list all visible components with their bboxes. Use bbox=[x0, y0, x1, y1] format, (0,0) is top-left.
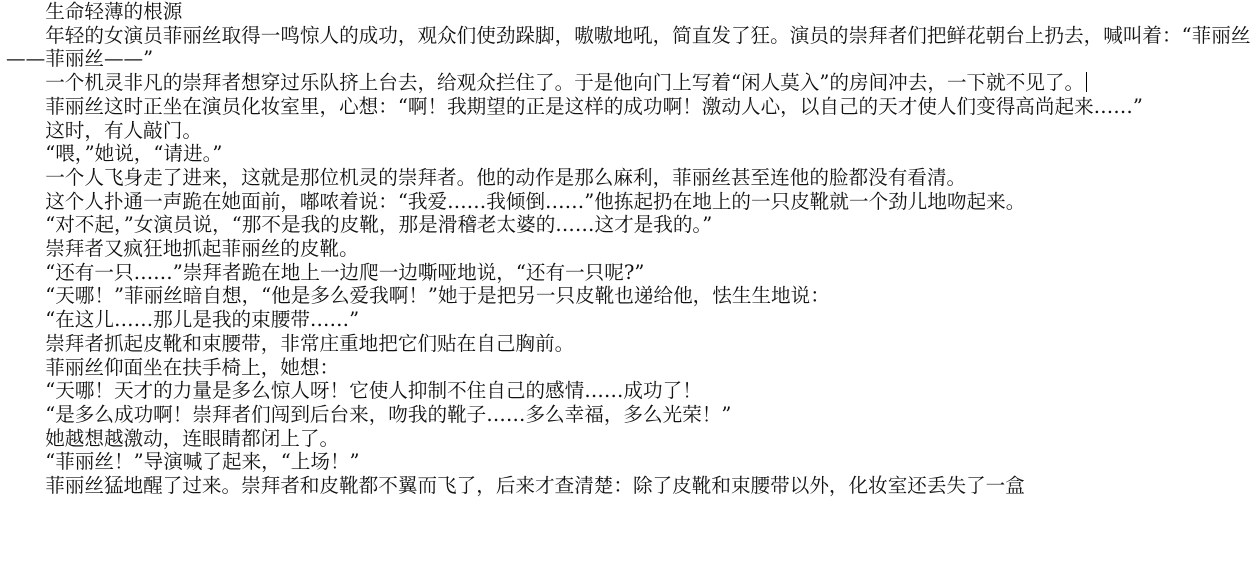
paragraph: “菲丽丝！”导演喊了起来，“上场！” bbox=[45, 450, 360, 474]
paragraph: “是多么成功啊！崇拜者们闯到后台来，吻我的靴子……多么幸福，多么光荣！” bbox=[45, 402, 732, 426]
paragraph: 菲丽丝猛地醒了过来。崇拜者和皮靴都不翼而飞了，后来才查清楚：除了皮靴和束腰带以外，化妆室还丢失了一盒 bbox=[45, 474, 1025, 498]
paragraph: 这个人扑通一声跪在她面前，嘟哝着说：“我爱……我倾倒……”他拣起扔在地上的一只皮靴就一个劲儿地吻起来。 bbox=[45, 189, 1026, 213]
paragraph: “喂，”她说，“请进。” bbox=[45, 142, 223, 166]
paragraph: 她越想越激动，连眼睛都闭上了。 bbox=[45, 426, 340, 450]
paragraph: 崇拜者又疯狂地抓起菲丽丝的皮靴。 bbox=[45, 237, 359, 261]
document-body bbox=[6, 0, 1256, 498]
paragraph: 菲丽丝这时正坐在演员化妆室里，心想：“啊！我期望的正是这样的成功啊！激动人心，以自己的天才使人们变得高尚起来……” bbox=[45, 94, 1143, 118]
paragraph: “天哪！”菲丽丝暗自想，“他是多么爱我啊！”她于是把另一只皮靴也递给他，怯生生地说： bbox=[45, 284, 830, 308]
paragraph: 崇拜者抓起皮靴和束腰带，非常庄重地把它们贴在自己胸前。 bbox=[45, 331, 575, 355]
paragraph: “在这儿……那儿是我的束腰带……” bbox=[45, 308, 360, 332]
paragraph: “还有一只……”崇拜者跪在地上一边爬一边嘶哑地说，“还有一只呢?” bbox=[45, 260, 645, 284]
paragraph: “天哪！天才的力量是多么惊人呀！它使人抑制不住自己的感情……成功了！ bbox=[45, 379, 702, 403]
paragraph-with-caret[interactable] bbox=[6, 71, 1256, 95]
document-title: 生命轻薄的根源 bbox=[45, 0, 183, 23]
paragraph-text[interactable]: 一个机灵非凡的崇拜者想穿过乐队挤上台去，给观众拦住了。于是他向门上写着“闲人莫入”的房间冲去，一下就不见了。 bbox=[45, 71, 1085, 95]
paragraph: “对不起，”女演员说，“那不是我的皮靴，那是滑稽老太婆的……这才是我的。” bbox=[45, 213, 713, 237]
paragraph: 菲丽丝仰面坐在扶手椅上，她想： bbox=[45, 355, 340, 379]
paragraph: 一个人飞身走了进来，这就是那位机灵的崇拜者。他的动作是那么麻利，菲丽丝甚至连他的脸都没有看清。 bbox=[45, 165, 967, 189]
paragraph: 这时，有人敲门。 bbox=[45, 118, 202, 142]
paragraph: 年轻的女演员菲丽丝取得一鸣惊人的成功，观众们使劲跺脚，嗷嗷地吼，简直发了狂。演员的崇拜者们把鲜花朝台上扔去，喊叫着：“菲丽丝——菲丽丝——” bbox=[6, 23, 1251, 71]
text-cursor bbox=[1086, 72, 1087, 92]
